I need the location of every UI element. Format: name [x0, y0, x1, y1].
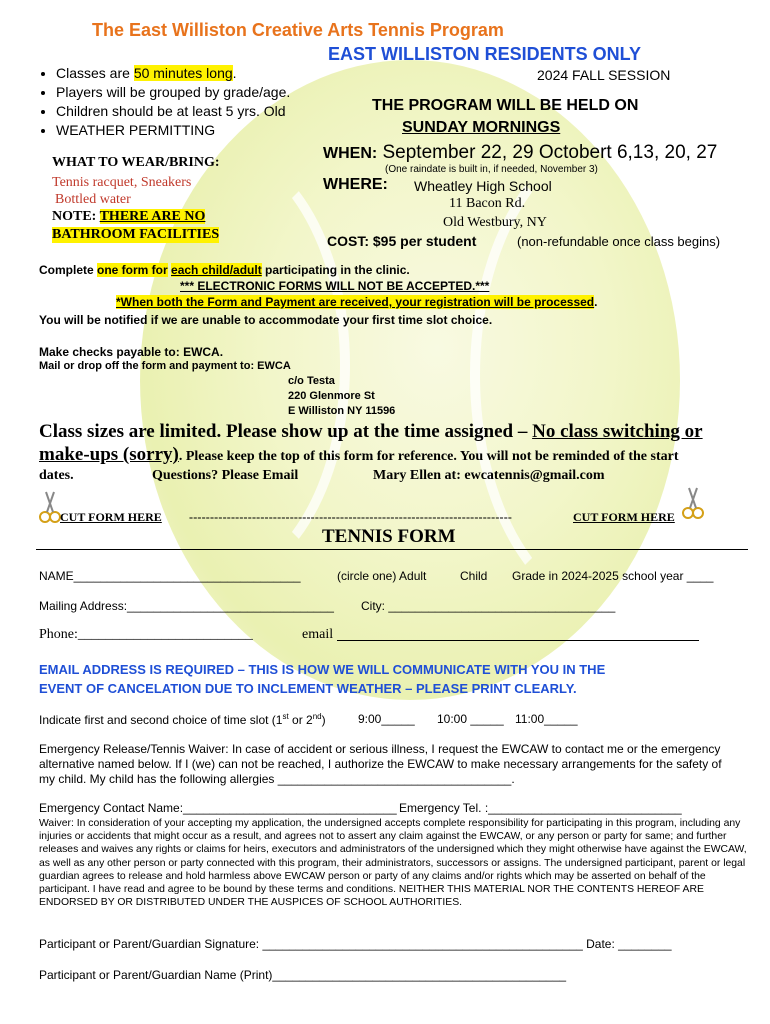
emergency-tel-field[interactable]: Emergency Tel. :_____________________________	[399, 801, 682, 815]
scissors-icon-right	[681, 486, 705, 520]
bullet-age: • Children should be at least 5 yrs. Old	[56, 102, 290, 121]
registration-processed-note: *When both the Form and Payment are received, your registration will be processed.	[116, 295, 598, 309]
address-line-1: c/o Testa	[288, 375, 335, 387]
wear-item-racquet: Tennis racquet, Sneakers	[52, 175, 192, 190]
bathroom-note-line2: BATHROOM FACILITIES	[52, 227, 220, 242]
cost-note: (non-refundable once class begins)	[517, 234, 721, 249]
info-bullet-list	[34, 64, 290, 140]
city-field[interactable]: City: __________________________________	[361, 599, 616, 613]
child-option[interactable]: Child	[460, 569, 488, 583]
where-town: Old Westbury, NY	[443, 215, 547, 230]
timeslot-10am[interactable]: 10:00 _____	[437, 712, 504, 726]
residents-only-heading: EAST WILLISTON RESIDENTS ONLY	[328, 44, 642, 64]
waiver-text: Waiver: In consideration of your accepting my application, the undersigned accepts complete responsibility for participating in this program, including any injuries or accidents that might occur as a result, and agrees not to assert any claim against the EWCAW, or any person or party for same; and further releases and waives any rights or claims for heirs, executors and administrators of the undersigned which they might otherwise have against the EWCAW, as well as any other person or party connected with this program, their administrators, successors or assigns. The undersigned participant, parent or legal guardian agrees to release and hold harmless above EWCAW person or party of any claims and/or rights which may be asserted on behalf of the participant. I have read and agree to be bound by these terms and conditions. NEITHER THIS MATERIAL NOR THE CONTENTS HEREOF ARE ENDORSED BY OR DISTRIBUTED UNDER THE AUSPICES OF SCHOOL AUTHORITIES.	[39, 818, 747, 909]
where-school: Wheatley High School	[414, 178, 552, 194]
bullet-weather: • WEATHER PERMITTING	[56, 121, 290, 140]
where-street: 11 Bacon Rd.	[449, 196, 526, 211]
program-held-heading: THE PROGRAM WILL BE HELD ON	[372, 97, 639, 114]
grade-field[interactable]: Grade in 2024-2025 school year ____	[512, 569, 714, 583]
wear-heading: WHAT TO WEAR/BRING:	[52, 155, 220, 170]
class-limited-line2: make-ups (sorry). Please keep the top of this form for reference. You will not be reminded of the start	[39, 444, 679, 465]
mailing-address-field[interactable]: Mailing Address:_______________________________	[39, 599, 334, 613]
phone-field[interactable]: Phone:_________________________	[39, 627, 253, 642]
address-line-3: E Williston NY 11596	[288, 405, 396, 417]
cut-form-label-left: CUT FORM HERE	[60, 510, 162, 524]
scissors-icon-left	[38, 490, 62, 524]
email-required-line2: EVENT OF CANCELATION DUE TO INCLEMENT WEATHER – PLEASE PRINT CLEARLY.	[39, 681, 577, 696]
questions-prompt: Questions? Please Email	[152, 468, 299, 483]
one-form-instruction: Complete one form for each child/adult participating in the clinic.	[39, 263, 410, 277]
bullet-class-length: • Classes are 50 minutes long.	[56, 64, 290, 83]
notification-note: You will be notified if we are unable to accommodate your first time slot choice.	[39, 313, 493, 327]
email-required-line1: EMAIL ADDRESS IS REQUIRED – THIS IS HOW WE WILL COMMUNICATE WITH YOU IN THE	[39, 662, 606, 677]
session-label: 2024 FALL SESSION	[537, 67, 671, 83]
contact-email[interactable]: Mary Ellen at: ewcatennis@gmail.com	[373, 468, 605, 483]
class-limited-line1: Class sizes are limited. Please show up at the time assigned – No class switching or	[39, 421, 703, 442]
bullet-grouping: • Players will be grouped by grade/age.	[56, 83, 290, 102]
signature-field[interactable]: Participant or Parent/Guardian Signature: ________________________________________________ Date: ________	[39, 937, 672, 951]
emergency-contact-field[interactable]: Emergency Contact Name:________________________________	[39, 801, 397, 815]
where-label: WHERE:	[323, 176, 388, 193]
cut-dashed-line: -----------------------------------------------------------------------------	[189, 510, 513, 524]
raindate-note: (One raindate is built in, if needed, November 3)	[385, 164, 598, 175]
email-field[interactable]	[337, 640, 699, 641]
dates-word: dates.	[39, 468, 74, 483]
cut-form-label-right: CUT FORM HERE	[573, 510, 675, 524]
when-line: WHEN: September 22, 29 Octobert 6,13, 20, 27	[323, 142, 718, 163]
sunday-mornings-heading: SUNDAY MORNINGS	[402, 119, 561, 136]
timeslot-prompt: Indicate first and second choice of time slot (1st or 2nd)	[39, 712, 326, 727]
email-label: email	[302, 627, 334, 642]
emergency-release-text: Emergency Release/Tennis Waiver: In case of accident or serious illness, I request the EWCAW to contact me or the emergency alternative named below. If I (we) can not be reached, I authorize the EWCAW to make necessary arrangements for the safety of my child. My child has the following allergies ___________________________________.	[39, 742, 722, 786]
tennis-form-title: TENNIS FORM	[322, 526, 456, 547]
adult-option[interactable]: (circle one) Adult	[337, 569, 427, 583]
name-field[interactable]: NAME__________________________________	[39, 569, 301, 583]
mail-instruction: Mail or drop off the form and payment to: EWCA	[39, 360, 291, 372]
bathroom-note: NOTE: THERE ARE NO	[52, 209, 206, 224]
address-line-2: 220 Glenmore St	[288, 390, 375, 402]
form-title-rule	[36, 549, 748, 550]
print-name-field[interactable]: Participant or Parent/Guardian Name (Print)____________________________________________	[39, 968, 567, 982]
timeslot-11am[interactable]: 11:00_____	[515, 712, 578, 726]
electronic-forms-warning: *** ELECTRONIC FORMS WILL NOT BE ACCEPTED.***	[180, 279, 490, 293]
timeslot-9am[interactable]: 9:00_____	[358, 712, 415, 726]
wear-item-water: Bottled water	[55, 192, 131, 207]
checks-payable: Make checks payable to: EWCA.	[39, 345, 224, 359]
program-title: The East Williston Creative Arts Tennis Program	[92, 20, 504, 40]
cost-label: COST: $95 per student	[327, 233, 477, 249]
